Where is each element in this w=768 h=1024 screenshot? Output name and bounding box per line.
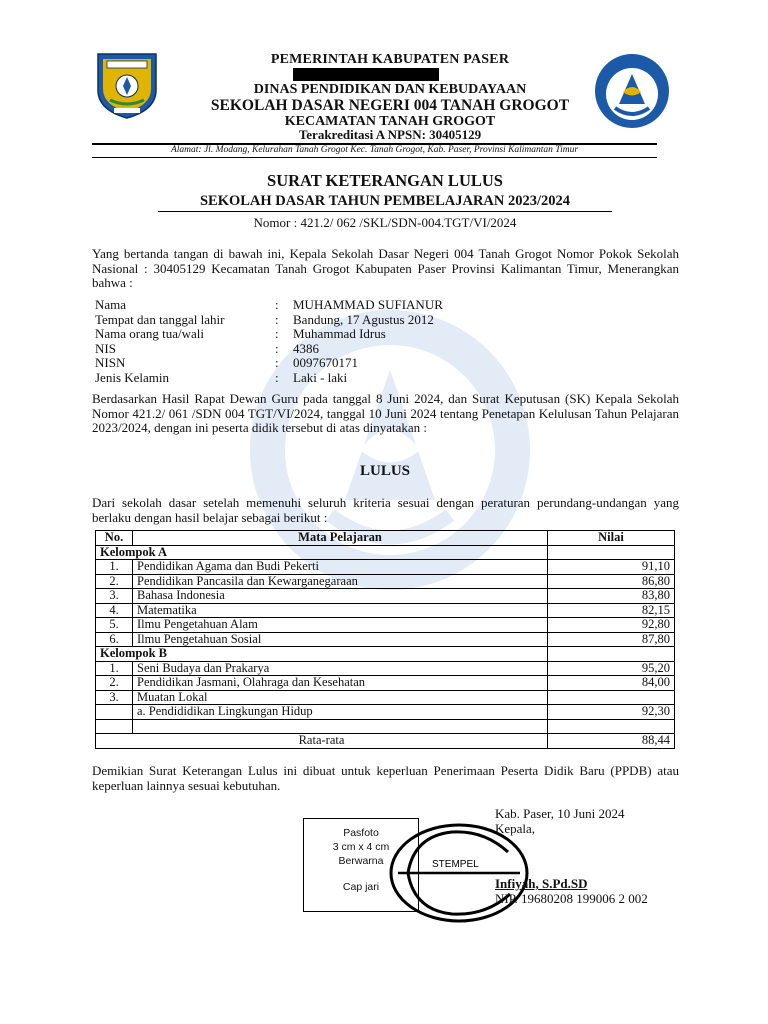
identity-value: Muhammad Idrus xyxy=(293,326,386,341)
table-row-sub xyxy=(96,705,675,720)
row-score: 83,80 xyxy=(548,589,675,604)
row-subject: Pendidikan Agama dan Budi Pekerti xyxy=(133,560,548,575)
row-no: 6. xyxy=(96,632,133,647)
header-department: DINAS PENDIDIKAN DAN KEBUDAYAAN xyxy=(253,82,527,97)
identity-row-name xyxy=(95,298,655,313)
header-district: KECAMATAN TANAH GROGOT xyxy=(284,114,496,129)
row-score: 84,00 xyxy=(548,676,675,691)
redaction-bar xyxy=(293,68,439,81)
row-subject: Ilmu Pengetahuan Alam xyxy=(133,618,548,633)
identity-colon: : xyxy=(275,311,279,327)
row-score: 87,80 xyxy=(548,632,675,647)
table-row xyxy=(96,574,675,589)
table-row xyxy=(96,560,675,575)
grades-table xyxy=(95,530,675,749)
identity-colon: : xyxy=(275,340,279,356)
table-row xyxy=(96,603,675,618)
row-score: 86,80 xyxy=(548,574,675,589)
row-no: 5. xyxy=(96,618,133,633)
paser-regency-emblem-icon xyxy=(92,50,162,120)
table-row xyxy=(96,632,675,647)
header-no: No. xyxy=(96,531,133,546)
header-government: PEMERINTAH KABUPATEN PASER xyxy=(270,52,510,67)
identity-row-nisn xyxy=(95,356,655,371)
row-score: 92,30 xyxy=(548,705,675,720)
row-no: 2. xyxy=(96,574,133,589)
identity-value: 4386 xyxy=(293,340,319,356)
header-score: Nilai xyxy=(548,531,675,546)
header-accreditation: Terakreditasi A NPSN: 30405129 xyxy=(298,127,482,142)
row-subject: Bahasa Indonesia xyxy=(133,589,548,604)
identity-value: 0097670171 xyxy=(293,355,358,370)
row-score: 92,80 xyxy=(548,618,675,633)
signature-place-date: Kab. Paser, 10 Juni 2024 xyxy=(495,806,625,821)
table-row-empty xyxy=(96,719,675,734)
row-subject: Seni Budaya dan Prakarya xyxy=(133,661,548,676)
row-subject: Matematika xyxy=(133,603,548,618)
group-a-row xyxy=(96,545,675,560)
header-address: Alamat: Jl. Modang, Kelurahan Tanah Grogot Kec. Tanah Grogot, Kab. Paser, Provinsi Kalimantan Timur xyxy=(170,145,579,155)
table-row xyxy=(96,690,675,705)
row-subject: Pendidikan Jasmani, Olahraga dan Kesehatan xyxy=(133,676,548,691)
table-row xyxy=(96,661,675,676)
row-score: 95,20 xyxy=(548,661,675,676)
table-row xyxy=(96,676,675,691)
average-row xyxy=(96,734,675,749)
identity-value: Laki - laki xyxy=(293,369,348,385)
row-subject: Pendidikan Pancasila dan Kewarganegaraan xyxy=(133,574,548,589)
document-subtitle: SEKOLAH DASAR TAHUN PEMBELAJARAN 2023/2024 xyxy=(199,193,571,209)
table-row xyxy=(96,589,675,604)
identity-colon: : xyxy=(275,355,279,370)
identity-row-nis xyxy=(95,342,655,357)
identity-colon: : xyxy=(275,297,279,312)
header-divider-thin xyxy=(92,157,657,158)
fingerprint-label: Cap jari xyxy=(342,881,380,893)
table-header-row xyxy=(96,531,675,546)
signature-nip: NIP. 19680208 199006 2 002 xyxy=(495,891,648,906)
identity-value: MUHAMMAD SUFIANUR xyxy=(293,297,443,312)
student-identity-list xyxy=(95,298,655,385)
row-no: 4. xyxy=(96,603,133,618)
identity-label: Nama xyxy=(95,297,127,312)
row-score: 82,15 xyxy=(548,603,675,618)
stamp-label: STEMPEL xyxy=(432,859,479,870)
row-subject: Muatan Lokal xyxy=(133,690,548,705)
identity-row-parent xyxy=(95,327,655,342)
header-school-name: SEKOLAH DASAR NEGERI 004 TANAH GROGOT xyxy=(210,97,570,114)
row-score xyxy=(548,690,675,705)
row-no: 3. xyxy=(96,589,133,604)
row-subject: a. Pendididikan Lingkungan Hidup xyxy=(133,705,548,720)
identity-row-gender xyxy=(95,371,655,386)
group-b-label: Kelompok B xyxy=(96,647,548,662)
header-subject: Mata Pelajaran xyxy=(133,531,548,546)
average-label: Rata-rata xyxy=(96,734,548,749)
identity-colon: : xyxy=(275,369,279,385)
identity-label: Tempat dan tanggal lahir xyxy=(95,311,225,327)
photo-label: Pasfoto xyxy=(343,827,379,839)
identity-label: Nama orang tua/wali xyxy=(95,326,205,341)
photo-color: Berwarna xyxy=(338,855,384,867)
stamp-placeholder-icon xyxy=(388,822,530,924)
row-subject: Ilmu Pengetahuan Sosial xyxy=(133,632,548,647)
row-no: 2. xyxy=(96,676,133,691)
identity-row-birth xyxy=(95,313,655,328)
document-title: SURAT KETERANGAN LULUS xyxy=(267,171,503,190)
table-row xyxy=(96,618,675,633)
average-value: 88,44 xyxy=(548,734,675,749)
photo-size: 3 cm x 4 cm xyxy=(332,841,390,853)
row-score: 91,10 xyxy=(548,560,675,575)
row-no: 3. xyxy=(96,690,133,705)
group-a-label: Kelompok A xyxy=(96,545,548,560)
identity-label: NISN xyxy=(95,355,126,370)
graduation-result: LULUS xyxy=(359,463,411,479)
identity-value: Bandung, 17 Agustus 2012 xyxy=(293,311,434,327)
row-no: 1. xyxy=(96,560,133,575)
identity-colon: : xyxy=(275,326,279,341)
group-b-row xyxy=(96,647,675,662)
closing-paragraph: Demikian Surat Keterangan Lulus ini dibuat untuk keperluan Penerimaan Peserta Didik Baru (PPDB) atau keperluan lainnya sesuai kebutuhan. xyxy=(92,763,679,793)
basis-paragraph: Berdasarkan Hasil Rapat Dewan Guru pada tanggal 8 Juni 2024, dan Surat Keputusan (SK) Kepala Sekolah Nomor 421.2/ 061 /SDN 004 TGT/VI/2024, tanggal 10 Juni 2024 tentang Penetapan Kelulusan Tahun Pelajaran 2023/2024, dengan ini peserta didik tersebut di atas dinyatakan : xyxy=(92,391,679,435)
row-no: 1. xyxy=(96,661,133,676)
identity-label: Jenis Kelamin xyxy=(95,369,170,385)
title-underline xyxy=(158,211,612,212)
signature-position: Kepala, xyxy=(495,821,536,836)
signature-name: Infiyah, S.Pd.SD xyxy=(495,876,588,891)
criteria-paragraph: Dari sekolah dasar setelah memenuhi seluruh kriteria sesuai dengan peraturan perundang-undangan yang berlaku dengan hasil belajar sebagai berikut : xyxy=(92,495,679,525)
document-number: Nomor : 421.2/ 062 /SKL/SDN-004.TGT/VI/2024 xyxy=(253,215,517,230)
intro-paragraph: Yang bertanda tangan di bawah ini, Kepala Sekolah Dasar Negeri 004 Tanah Grogot Nomor Pokok Sekolah Nasional : 30405129 Kecamatan Tanah Grogot Kabupaten Paser Provinsi Kalimantan Timur, Menerangkan bahwa : xyxy=(92,246,679,290)
identity-label: NIS xyxy=(95,340,116,356)
